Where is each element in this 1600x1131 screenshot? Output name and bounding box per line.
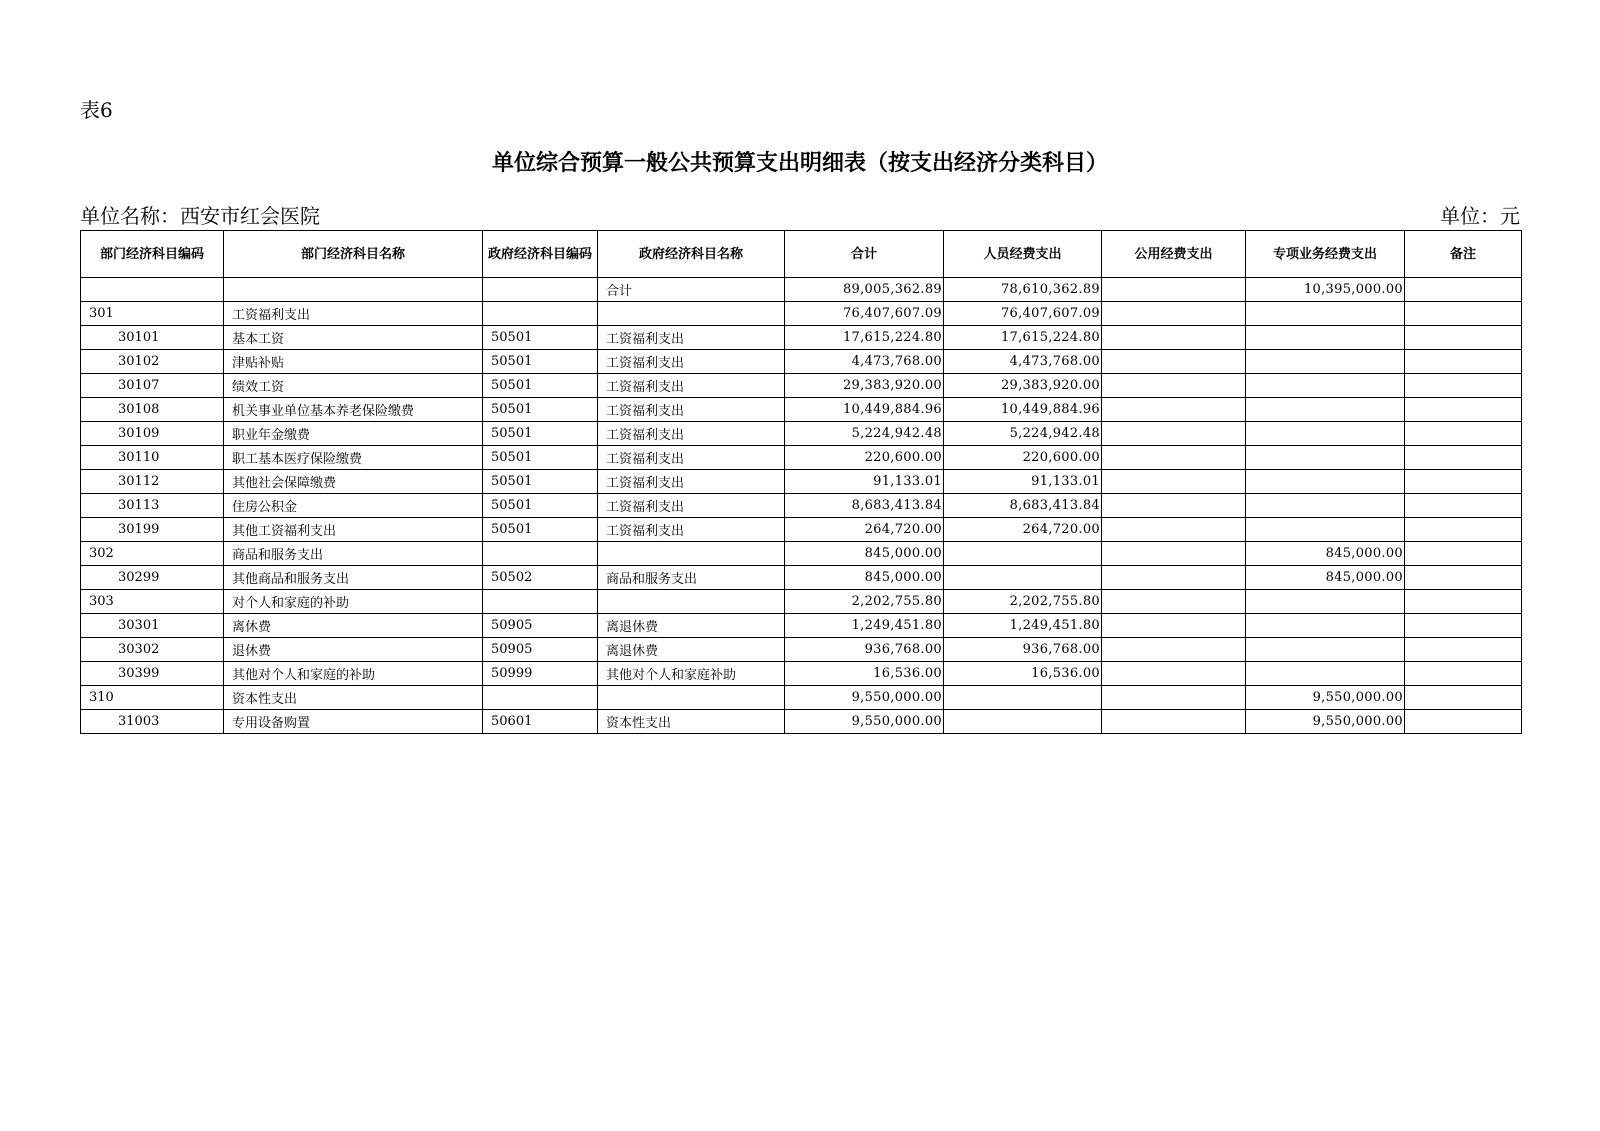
table-row: [81, 518, 1522, 542]
personnel-cell: [944, 710, 1102, 734]
note-cell: [1405, 374, 1522, 398]
gov-code-cell: 50999: [483, 662, 598, 686]
note-cell: [1405, 422, 1522, 446]
table-row: [81, 542, 1522, 566]
special-cell: [1246, 398, 1405, 422]
dept-name-cell: 绩效工资: [224, 374, 483, 398]
dept-name-cell: 职工基本医疗保险缴费: [224, 446, 483, 470]
dept-name-cell: 商品和服务支出: [224, 542, 483, 566]
public-cell: [1102, 566, 1246, 590]
unit-name: 单位名称：西安市红会医院: [80, 204, 320, 228]
table-row: [81, 446, 1522, 470]
total-cell: 845,000.00: [785, 542, 944, 566]
special-cell: [1246, 638, 1405, 662]
dept-code-cell: 301: [81, 302, 224, 326]
gov-name-cell: 工资福利支出: [598, 350, 785, 374]
dept-name-cell: 专用设备购置: [224, 710, 483, 734]
special-cell: [1246, 422, 1405, 446]
personnel-cell: 10,449,884.96: [944, 398, 1102, 422]
dept-code-cell: 310: [81, 686, 224, 710]
column-header: 专项业务经费支出: [1246, 231, 1405, 278]
special-cell: [1246, 374, 1405, 398]
total-cell: 8,683,413.84: [785, 494, 944, 518]
personnel-cell: 91,133.01: [944, 470, 1102, 494]
table-body: [81, 278, 1522, 734]
column-header: 合计: [785, 231, 944, 278]
total-cell: 5,224,942.48: [785, 422, 944, 446]
note-cell: [1405, 470, 1522, 494]
note-cell: [1405, 494, 1522, 518]
gov-code-cell: 50501: [483, 350, 598, 374]
total-cell: 29,383,920.00: [785, 374, 944, 398]
gov-code-cell: [483, 590, 598, 614]
table-row: [81, 302, 1522, 326]
total-cell: 76,407,607.09: [785, 302, 944, 326]
special-cell: [1246, 494, 1405, 518]
column-header: 政府经济科目编码: [483, 231, 598, 278]
dept-code-cell: 302: [81, 542, 224, 566]
dept-name-cell: 退休费: [224, 638, 483, 662]
table-row: [81, 398, 1522, 422]
dept-name-cell: 基本工资: [224, 326, 483, 350]
public-cell: [1102, 470, 1246, 494]
total-cell: 1,249,451.80: [785, 614, 944, 638]
personnel-cell: 220,600.00: [944, 446, 1102, 470]
dept-name-cell: 机关事业单位基本养老保险缴费: [224, 398, 483, 422]
note-cell: [1405, 590, 1522, 614]
dept-name-cell: 其他社会保障缴费: [224, 470, 483, 494]
gov-name-cell: 工资福利支出: [598, 422, 785, 446]
dept-code-cell: 30110: [81, 446, 224, 470]
table-row: [81, 590, 1522, 614]
budget-table: [80, 230, 1522, 734]
dept-code-cell: 30299: [81, 566, 224, 590]
total-cell: 264,720.00: [785, 518, 944, 542]
note-cell: [1405, 638, 1522, 662]
column-header: 政府经济科目名称: [598, 231, 785, 278]
dept-code-cell: 30109: [81, 422, 224, 446]
personnel-cell: 4,473,768.00: [944, 350, 1102, 374]
gov-name-cell: 工资福利支出: [598, 494, 785, 518]
gov-code-cell: 50501: [483, 398, 598, 422]
special-cell: [1246, 302, 1405, 326]
dept-name-cell: 离休费: [224, 614, 483, 638]
special-cell: [1246, 446, 1405, 470]
public-cell: [1102, 710, 1246, 734]
personnel-cell: 16,536.00: [944, 662, 1102, 686]
special-cell: 845,000.00: [1246, 542, 1405, 566]
dept-name-cell: 工资福利支出: [224, 302, 483, 326]
gov-name-cell: 工资福利支出: [598, 374, 785, 398]
gov-code-cell: [483, 278, 598, 302]
personnel-cell: [944, 686, 1102, 710]
total-cell: 936,768.00: [785, 638, 944, 662]
gov-name-cell: 其他对个人和家庭补助: [598, 662, 785, 686]
table-header-row: [81, 231, 1522, 278]
gov-name-cell: [598, 686, 785, 710]
dept-code-cell: 30301: [81, 614, 224, 638]
personnel-cell: [944, 542, 1102, 566]
gov-code-cell: [483, 686, 598, 710]
gov-name-cell: 工资福利支出: [598, 446, 785, 470]
special-cell: 10,395,000.00: [1246, 278, 1405, 302]
public-cell: [1102, 494, 1246, 518]
public-cell: [1102, 326, 1246, 350]
special-cell: [1246, 518, 1405, 542]
dept-code-cell: 30101: [81, 326, 224, 350]
public-cell: [1102, 446, 1246, 470]
personnel-cell: 17,615,224.80: [944, 326, 1102, 350]
public-cell: [1102, 374, 1246, 398]
gov-code-cell: [483, 542, 598, 566]
total-cell: 220,600.00: [785, 446, 944, 470]
public-cell: [1102, 350, 1246, 374]
special-cell: 9,550,000.00: [1246, 710, 1405, 734]
table-row: [81, 566, 1522, 590]
gov-name-cell: [598, 542, 785, 566]
special-cell: 9,550,000.00: [1246, 686, 1405, 710]
personnel-cell: 2,202,755.80: [944, 590, 1102, 614]
dept-code-cell: 30199: [81, 518, 224, 542]
dept-code-cell: 30399: [81, 662, 224, 686]
table-row: [81, 686, 1522, 710]
personnel-cell: 76,407,607.09: [944, 302, 1102, 326]
note-cell: [1405, 686, 1522, 710]
public-cell: [1102, 518, 1246, 542]
dept-code-cell: 30108: [81, 398, 224, 422]
note-cell: [1405, 302, 1522, 326]
dept-code-cell: [81, 278, 224, 302]
table-row: [81, 278, 1522, 302]
total-cell: 2,202,755.80: [785, 590, 944, 614]
total-cell: 9,550,000.00: [785, 710, 944, 734]
public-cell: [1102, 542, 1246, 566]
dept-code-cell: 30113: [81, 494, 224, 518]
gov-code-cell: 50501: [483, 494, 598, 518]
personnel-cell: 264,720.00: [944, 518, 1102, 542]
table-row: [81, 470, 1522, 494]
special-cell: [1246, 662, 1405, 686]
gov-code-cell: 50501: [483, 326, 598, 350]
dept-code-cell: 30112: [81, 470, 224, 494]
gov-name-cell: 合计: [598, 278, 785, 302]
column-header: 部门经济科目编码: [81, 231, 224, 278]
gov-code-cell: 50501: [483, 374, 598, 398]
dept-name-cell: 住房公积金: [224, 494, 483, 518]
note-cell: [1405, 278, 1522, 302]
note-cell: [1405, 542, 1522, 566]
total-cell: 845,000.00: [785, 566, 944, 590]
public-cell: [1102, 614, 1246, 638]
table-row: [81, 662, 1522, 686]
gov-code-cell: 50501: [483, 446, 598, 470]
personnel-cell: 78,610,362.89: [944, 278, 1102, 302]
public-cell: [1102, 302, 1246, 326]
column-header: 人员经费支出: [944, 231, 1102, 278]
note-cell: [1405, 446, 1522, 470]
table-row: [81, 710, 1522, 734]
table-row: [81, 638, 1522, 662]
gov-code-cell: 50601: [483, 710, 598, 734]
dept-name-cell: 其他工资福利支出: [224, 518, 483, 542]
dept-name-cell: 资本性支出: [224, 686, 483, 710]
gov-code-cell: 50502: [483, 566, 598, 590]
gov-code-cell: [483, 302, 598, 326]
dept-name-cell: 其他商品和服务支出: [224, 566, 483, 590]
personnel-cell: 1,249,451.80: [944, 614, 1102, 638]
gov-name-cell: 工资福利支出: [598, 470, 785, 494]
public-cell: [1102, 662, 1246, 686]
dept-name-cell: 津贴补贴: [224, 350, 483, 374]
dept-name-cell: 其他对个人和家庭的补助: [224, 662, 483, 686]
personnel-cell: 5,224,942.48: [944, 422, 1102, 446]
total-cell: 91,133.01: [785, 470, 944, 494]
dept-name-cell: [224, 278, 483, 302]
public-cell: [1102, 638, 1246, 662]
dept-code-cell: 31003: [81, 710, 224, 734]
gov-name-cell: [598, 590, 785, 614]
total-cell: 16,536.00: [785, 662, 944, 686]
table-row: [81, 374, 1522, 398]
gov-code-cell: 50501: [483, 422, 598, 446]
personnel-cell: 8,683,413.84: [944, 494, 1102, 518]
gov-name-cell: [598, 302, 785, 326]
personnel-cell: 29,383,920.00: [944, 374, 1102, 398]
gov-code-cell: 50905: [483, 638, 598, 662]
column-header: 备注: [1405, 231, 1522, 278]
gov-name-cell: 工资福利支出: [598, 326, 785, 350]
table-row: [81, 614, 1522, 638]
gov-name-cell: 资本性支出: [598, 710, 785, 734]
personnel-cell: [944, 566, 1102, 590]
note-cell: [1405, 398, 1522, 422]
gov-name-cell: 离退休费: [598, 638, 785, 662]
page-title: 单位综合预算一般公共预算支出明细表（按支出经济分类科目）: [491, 151, 1108, 176]
note-cell: [1405, 662, 1522, 686]
gov-name-cell: 工资福利支出: [598, 398, 785, 422]
total-cell: 89,005,362.89: [785, 278, 944, 302]
special-cell: [1246, 350, 1405, 374]
note-cell: [1405, 518, 1522, 542]
dept-name-cell: 职业年金缴费: [224, 422, 483, 446]
special-cell: [1246, 590, 1405, 614]
public-cell: [1102, 422, 1246, 446]
personnel-cell: 936,768.00: [944, 638, 1102, 662]
column-header: 公用经费支出: [1102, 231, 1246, 278]
gov-code-cell: 50905: [483, 614, 598, 638]
public-cell: [1102, 278, 1246, 302]
note-cell: [1405, 614, 1522, 638]
special-cell: 845,000.00: [1246, 566, 1405, 590]
note-cell: [1405, 710, 1522, 734]
note-cell: [1405, 326, 1522, 350]
total-cell: 9,550,000.00: [785, 686, 944, 710]
dept-name-cell: 对个人和家庭的补助: [224, 590, 483, 614]
gov-code-cell: 50501: [483, 470, 598, 494]
total-cell: 4,473,768.00: [785, 350, 944, 374]
public-cell: [1102, 398, 1246, 422]
table-row: [81, 494, 1522, 518]
gov-name-cell: 离退休费: [598, 614, 785, 638]
table-row: [81, 350, 1522, 374]
note-cell: [1405, 566, 1522, 590]
total-cell: 17,615,224.80: [785, 326, 944, 350]
dept-code-cell: 30102: [81, 350, 224, 374]
total-cell: 10,449,884.96: [785, 398, 944, 422]
note-cell: [1405, 350, 1522, 374]
gov-name-cell: 商品和服务支出: [598, 566, 785, 590]
dept-code-cell: 30107: [81, 374, 224, 398]
gov-name-cell: 工资福利支出: [598, 518, 785, 542]
table-row: [81, 326, 1522, 350]
special-cell: [1246, 470, 1405, 494]
dept-code-cell: 30302: [81, 638, 224, 662]
gov-code-cell: 50501: [483, 518, 598, 542]
dept-code-cell: 303: [81, 590, 224, 614]
public-cell: [1102, 686, 1246, 710]
currency-unit: 单位：元: [1440, 204, 1520, 228]
special-cell: [1246, 326, 1405, 350]
column-header: 部门经济科目名称: [224, 231, 483, 278]
table-number: 表6: [80, 98, 113, 122]
public-cell: [1102, 590, 1246, 614]
special-cell: [1246, 614, 1405, 638]
table-row: [81, 422, 1522, 446]
